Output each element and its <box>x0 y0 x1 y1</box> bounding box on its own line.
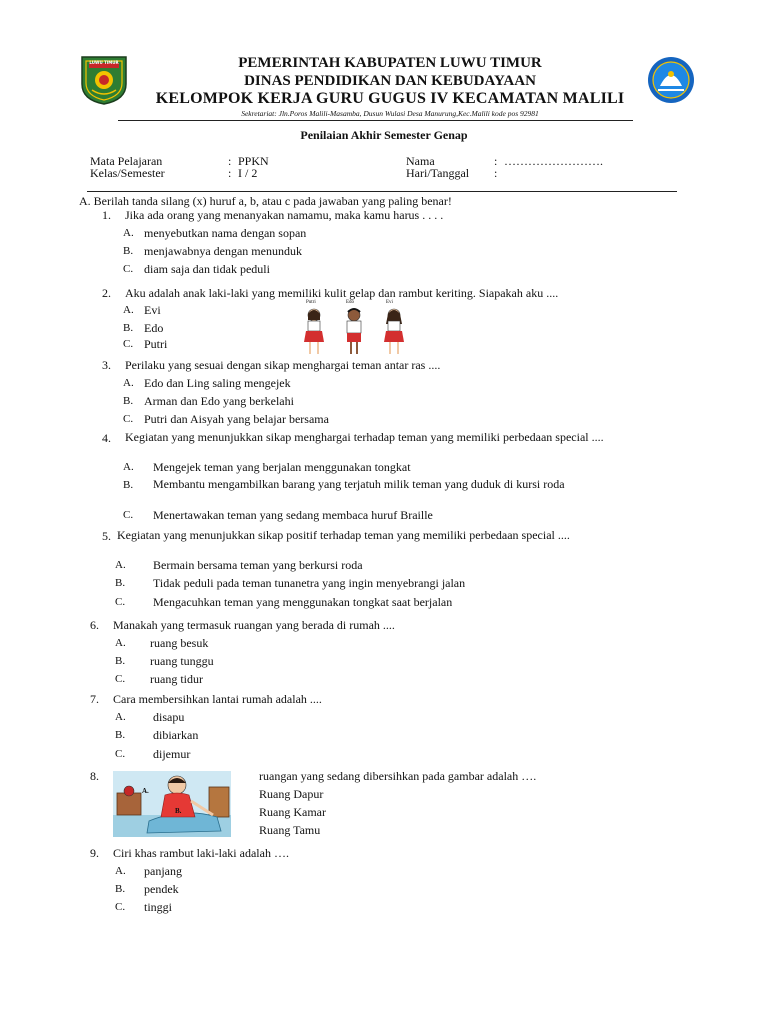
class-colon: : <box>228 166 232 180</box>
option-text: Tidak peduli pada teman tunanetra yang ingin menyebrangi jalan <box>153 576 466 590</box>
option-label: C. <box>123 509 134 521</box>
option-text: dibiarkan <box>153 728 199 742</box>
option-label: B. <box>115 577 126 589</box>
option-label: A. <box>115 559 126 571</box>
child-label-putri: Putri <box>306 300 316 305</box>
option-label: C. <box>123 263 134 275</box>
header-line-working-group: KELOMPOK KERJA GURU GUGUS IV KECAMATAN MALILI <box>155 90 625 107</box>
option-label: C. <box>115 673 126 685</box>
option-text: Edo <box>144 321 164 335</box>
option-text: Bermain bersama teman yang berkursi roda <box>153 558 363 572</box>
question-number: 3. <box>102 358 111 372</box>
children-illustration <box>296 300 414 358</box>
option-label: B. <box>115 729 126 741</box>
header-address: Sekretariat: Jln.Poros Malili-Masamba, Dusun Wulasi Desa Manurung,Kec.Malili kode pos 92981 <box>241 109 539 118</box>
option-label: A. <box>123 227 134 239</box>
option-label: A. <box>123 461 134 473</box>
option-text: disapu <box>153 710 185 724</box>
emblem-ribbon-text: LUWU TIMUR <box>89 60 119 65</box>
subject-label: Mata Pelajaran <box>90 154 163 168</box>
question-number: 4. <box>102 431 111 445</box>
option-text: Edo dan Ling saling mengejek <box>144 376 291 390</box>
image-label-a: A. <box>142 787 149 795</box>
question-text: Cara membersihkan lantai rumah adalah .... <box>113 692 322 706</box>
name-field: ……………………. <box>504 154 603 168</box>
child-label-edo: Edo <box>346 300 355 305</box>
option-text: ruang tidur <box>150 672 203 686</box>
info-divider <box>87 191 677 192</box>
subject-value: PPKN <box>238 154 269 168</box>
question-number: 1. <box>102 208 111 222</box>
option-label: B. <box>123 245 134 257</box>
header-line-government: PEMERINTAH KABUPATEN LUWU TIMUR <box>238 55 542 71</box>
option-text: Ruang Kamar <box>259 805 326 819</box>
question-number: 9. <box>90 846 99 860</box>
image-label-b: B. <box>175 807 182 815</box>
option-label: A. <box>123 377 134 389</box>
section-a-instruction: A. Berilah tanda silang (x) huruf a, b, atau c pada jawaban yang paling benar! <box>79 194 452 208</box>
name-label: Nama <box>406 154 435 168</box>
header-line-department: DINAS PENDIDIKAN DAN KEBUDAYAAN <box>244 73 536 89</box>
option-text: diam saja dan tidak peduli <box>144 262 270 276</box>
option-label: C. <box>115 748 126 760</box>
option-label: A. <box>115 711 126 723</box>
date-label: Hari/Tanggal <box>406 166 470 180</box>
option-label: B. <box>123 395 134 407</box>
option-text: menyebutkan nama dengan sopan <box>144 226 307 240</box>
option-text: Ruang Dapur <box>259 787 324 801</box>
option-label: B. <box>123 322 134 334</box>
question-text: Jika ada orang yang menanyakan namamu, maka kamu harus . . . . <box>125 208 444 222</box>
option-text: pendek <box>144 882 179 896</box>
question-text: Manakah yang termasuk ruangan yang berada di rumah .... <box>113 618 395 632</box>
question-number: 8. <box>90 769 99 783</box>
child-label-evi: Evi <box>386 300 393 305</box>
option-text: ruang besuk <box>150 636 209 650</box>
option-label: C. <box>115 901 126 913</box>
question-number: 2. <box>102 286 111 300</box>
question-number: 6. <box>90 618 99 632</box>
option-label: C. <box>123 338 134 350</box>
question-text: Kegiatan yang menunjukkan sikap positif terhadap teman yang memiliki perbedaan special .... <box>117 528 570 542</box>
question-text: Kegiatan yang menunjukkan sikap menghargai terhadap teman yang memiliki perbedaan special .... <box>125 430 604 444</box>
option-label: A. <box>115 865 126 877</box>
option-label: C. <box>123 413 134 425</box>
class-value: I / 2 <box>238 166 258 180</box>
option-text: ruang tunggu <box>150 654 214 668</box>
option-label: B. <box>123 479 134 491</box>
option-text: menjawabnya dengan menunduk <box>144 244 302 258</box>
header-divider <box>118 120 633 121</box>
subject-colon: : <box>228 154 232 168</box>
option-text: Arman dan Edo yang berkelahi <box>144 394 294 408</box>
option-text: Evi <box>144 303 161 317</box>
option-text: Putri dan Aisyah yang belajar bersama <box>144 412 329 426</box>
question-number: 7. <box>90 692 99 706</box>
class-label: Kelas/Semester <box>90 166 165 180</box>
option-label: B. <box>115 655 126 667</box>
cleaning-room-illustration <box>113 771 231 837</box>
option-label: B. <box>115 883 126 895</box>
option-text: tinggi <box>144 900 173 914</box>
option-label: A. <box>115 637 126 649</box>
option-text: Mengejek teman yang berjalan menggunakan tongkat <box>153 460 411 474</box>
question-text: ruangan yang sedang dibersihkan pada gambar adalah …. <box>259 769 537 783</box>
option-text: Putri <box>144 337 168 351</box>
option-text: Menertawakan teman yang sedang membaca huruf Braille <box>153 508 433 522</box>
date-colon: : <box>494 166 498 180</box>
question-number: 5. <box>102 529 111 543</box>
option-label: C. <box>115 596 126 608</box>
question-text: Perilaku yang sesuai dengan sikap menghargai teman antar ras .... <box>125 358 441 372</box>
option-label: A. <box>123 304 134 316</box>
option-text: panjang <box>144 864 182 878</box>
option-text: Ruang Tamu <box>259 823 321 837</box>
question-text: Aku adalah anak laki-laki yang memiliki kulit gelap dan rambut keriting. Siapakah aku .... <box>125 286 559 300</box>
name-colon: : <box>494 154 498 168</box>
option-text: dijemur <box>153 747 191 761</box>
question-text: Ciri khas rambut laki-laki adalah …. <box>113 846 289 860</box>
option-text: Membantu mengambilkan barang yang terjatuh milik teman yang duduk di kursi roda <box>153 477 565 491</box>
cleaning-room-icon <box>113 771 231 837</box>
exam-title: Penilaian Akhir Semester Genap <box>300 128 468 142</box>
children-icon <box>296 306 414 358</box>
option-text: Mengacuhkan teman yang menggunakan tongkat saat berjalan <box>153 595 453 609</box>
